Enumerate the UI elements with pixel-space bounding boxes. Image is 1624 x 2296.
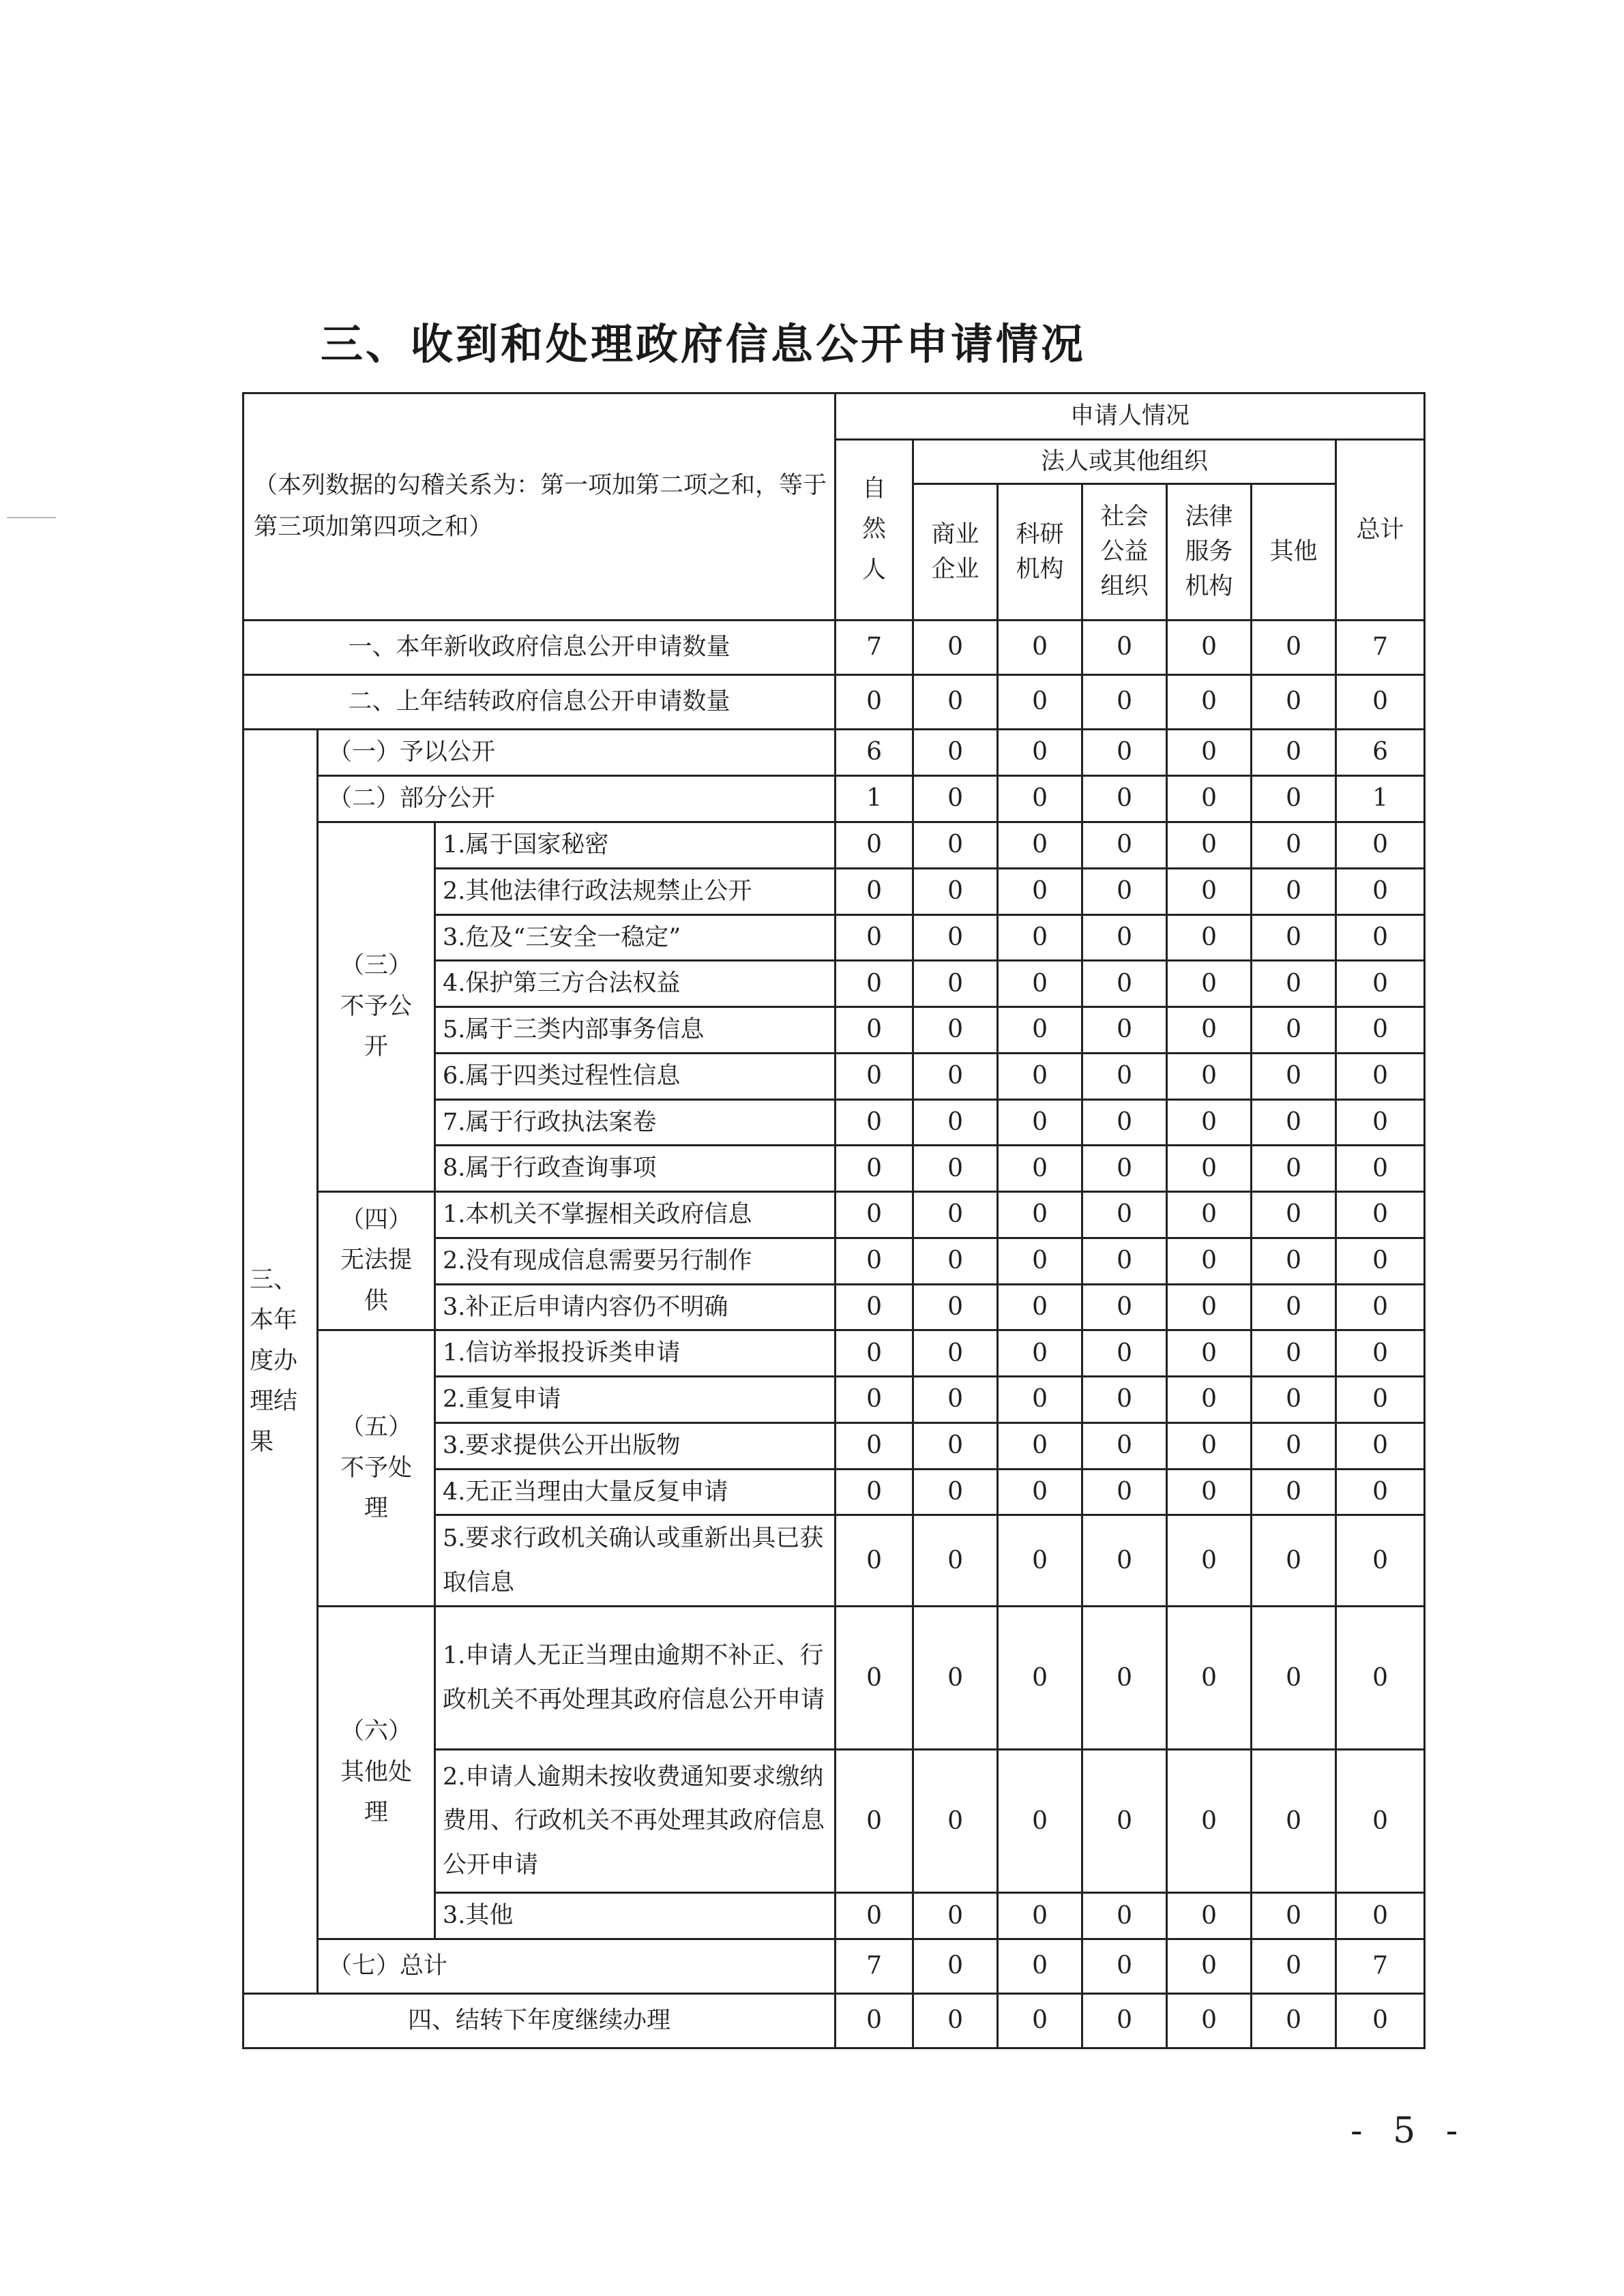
- group-label: （六）其他处理: [318, 1607, 435, 1939]
- value-cell: 0: [1252, 1994, 1336, 2048]
- value-cell: 0: [1336, 1893, 1425, 1939]
- value-cell: 0: [1252, 822, 1336, 869]
- item-label: 1.属于国家秘密: [435, 822, 836, 869]
- value-cell: 0: [1167, 776, 1252, 822]
- value-cell: 0: [1252, 1939, 1336, 1994]
- item-label: 2.其他法律行政法规禁止公开: [435, 868, 836, 914]
- value-cell: 0: [1252, 621, 1336, 675]
- value-cell: 0: [913, 776, 998, 822]
- value-cell: 0: [836, 1750, 913, 1893]
- value-cell: 0: [913, 1515, 998, 1607]
- row-label: 一、本年新收政府信息公开申请数量: [243, 621, 836, 675]
- value-cell: 0: [1336, 961, 1425, 1007]
- value-cell: 0: [998, 961, 1082, 1007]
- value-cell: 6: [836, 730, 913, 776]
- value-cell: 0: [1252, 1515, 1336, 1607]
- value-cell: 0: [1336, 1422, 1425, 1469]
- value-cell: 0: [1167, 1192, 1252, 1238]
- table-row: [243, 675, 1425, 730]
- value-cell: 0: [836, 1893, 913, 1939]
- header-commercial: 商业企业: [913, 484, 998, 621]
- row-label: （一）予以公开: [318, 730, 836, 776]
- value-cell: 0: [1082, 1330, 1167, 1377]
- table-row: [243, 1939, 1425, 1994]
- value-cell: 0: [1167, 1469, 1252, 1515]
- value-cell: 0: [913, 1893, 998, 1939]
- value-cell: 0: [913, 1099, 998, 1146]
- value-cell: 0: [998, 1469, 1082, 1515]
- value-cell: 0: [998, 730, 1082, 776]
- value-cell: 0: [1336, 1330, 1425, 1377]
- item-label: 3.补正后申请内容仍不明确: [435, 1284, 836, 1330]
- value-cell: 7: [1336, 621, 1425, 675]
- value-cell: 0: [998, 914, 1082, 961]
- value-cell: 0: [998, 822, 1082, 869]
- value-cell: 6: [1336, 730, 1425, 776]
- item-label: 5.属于三类内部事务信息: [435, 1007, 836, 1054]
- value-cell: 0: [1082, 1377, 1167, 1423]
- value-cell: 0: [998, 1007, 1082, 1054]
- table-row: [243, 1994, 1425, 2048]
- value-cell: 0: [1082, 1053, 1167, 1099]
- item-label: 4.保护第三方合法权益: [435, 961, 836, 1007]
- value-cell: 0: [1336, 822, 1425, 869]
- header-public-welfare: 社会公益组织: [1082, 484, 1167, 621]
- value-cell: 0: [1252, 1469, 1336, 1515]
- item-label: 2.没有现成信息需要另行制作: [435, 1238, 836, 1284]
- value-cell: 0: [913, 1053, 998, 1099]
- value-cell: 0: [1167, 1750, 1252, 1893]
- value-cell: 0: [1167, 1377, 1252, 1423]
- value-cell: 0: [1252, 1146, 1336, 1192]
- item-label: 3.其他: [435, 1893, 836, 1939]
- item-label: 3.要求提供公开出版物: [435, 1422, 836, 1469]
- value-cell: 0: [1082, 776, 1167, 822]
- value-cell: 0: [1167, 1330, 1252, 1377]
- value-cell: 0: [1336, 1750, 1425, 1893]
- value-cell: 0: [1082, 1607, 1167, 1750]
- value-cell: 0: [836, 1192, 913, 1238]
- value-cell: 0: [1336, 1607, 1425, 1750]
- value-cell: 0: [998, 1099, 1082, 1146]
- info-request-table: [242, 392, 1426, 2049]
- value-cell: 0: [998, 1330, 1082, 1377]
- header-research: 科研机构: [998, 484, 1082, 621]
- item-label: 4.无正当理由大量反复申请: [435, 1469, 836, 1515]
- table-row: [243, 822, 1425, 869]
- value-cell: 0: [836, 1515, 913, 1607]
- header-legal-service: 法律服务机构: [1167, 484, 1252, 621]
- value-cell: 0: [1167, 868, 1252, 914]
- item-label: 7.属于行政执法案卷: [435, 1099, 836, 1146]
- group-label: （五）不予处理: [318, 1330, 435, 1607]
- value-cell: 0: [1167, 961, 1252, 1007]
- value-cell: 0: [998, 1422, 1082, 1469]
- value-cell: 0: [836, 1007, 913, 1054]
- item-label: 1.信访举报投诉类申请: [435, 1330, 836, 1377]
- value-cell: 0: [1167, 1146, 1252, 1192]
- value-cell: 0: [1252, 1099, 1336, 1146]
- value-cell: 0: [836, 868, 913, 914]
- value-cell: 0: [913, 1238, 998, 1284]
- value-cell: 0: [998, 1192, 1082, 1238]
- value-cell: 0: [1082, 675, 1167, 730]
- value-cell: 0: [1167, 1893, 1252, 1939]
- value-cell: 0: [1167, 1994, 1252, 2048]
- value-cell: 0: [913, 1469, 998, 1515]
- value-cell: 0: [1167, 1238, 1252, 1284]
- section-title: 三、收到和处理政府信息公开申请情况: [321, 319, 1087, 369]
- header-legal-entity: 法人或其他组织: [913, 440, 1336, 484]
- value-cell: 0: [1336, 1469, 1425, 1515]
- value-cell: 0: [913, 1192, 998, 1238]
- item-label: 8.属于行政查询事项: [435, 1146, 836, 1192]
- value-cell: 1: [1336, 776, 1425, 822]
- value-cell: 0: [1252, 730, 1336, 776]
- value-cell: 0: [836, 1377, 913, 1423]
- header-other: 其他: [1252, 484, 1336, 621]
- value-cell: 0: [1167, 1515, 1252, 1607]
- value-cell: 0: [1167, 1422, 1252, 1469]
- value-cell: 7: [1336, 1939, 1425, 1994]
- value-cell: 0: [913, 1994, 998, 2048]
- value-cell: 0: [1167, 1284, 1252, 1330]
- section3-label: 三、本年度办理结果: [243, 730, 318, 1994]
- value-cell: 0: [998, 1994, 1082, 2048]
- value-cell: 0: [998, 675, 1082, 730]
- value-cell: 0: [1336, 1377, 1425, 1423]
- value-cell: 0: [998, 621, 1082, 675]
- value-cell: 0: [1252, 868, 1336, 914]
- page-number: - 5 -: [1350, 2111, 1468, 2151]
- value-cell: 0: [998, 1939, 1082, 1994]
- value-cell: 0: [1082, 730, 1167, 776]
- value-cell: 0: [1082, 1893, 1167, 1939]
- value-cell: 0: [1082, 822, 1167, 869]
- value-cell: 0: [1082, 1515, 1167, 1607]
- value-cell: 0: [836, 961, 913, 1007]
- value-cell: 0: [913, 1939, 998, 1994]
- value-cell: 0: [1252, 1192, 1336, 1238]
- value-cell: 0: [998, 868, 1082, 914]
- item-label: 6.属于四类过程性信息: [435, 1053, 836, 1099]
- value-cell: 0: [836, 1607, 913, 1750]
- value-cell: 0: [998, 1750, 1082, 1893]
- value-cell: 0: [1082, 1994, 1167, 2048]
- value-cell: 0: [998, 1146, 1082, 1192]
- value-cell: 0: [836, 1469, 913, 1515]
- table-row: [243, 1330, 1425, 1377]
- value-cell: 0: [836, 675, 913, 730]
- value-cell: 0: [836, 822, 913, 869]
- table-row: [243, 621, 1425, 675]
- value-cell: 7: [836, 621, 913, 675]
- row-label: （二）部分公开: [318, 776, 836, 822]
- row-label: 二、上年结转政府信息公开申请数量: [243, 675, 836, 730]
- value-cell: 0: [836, 1284, 913, 1330]
- value-cell: 0: [1167, 1607, 1252, 1750]
- header-total: 总计: [1336, 440, 1425, 621]
- value-cell: 0: [1082, 1469, 1167, 1515]
- value-cell: 0: [1082, 1422, 1167, 1469]
- value-cell: 0: [1082, 1284, 1167, 1330]
- row-label: 四、结转下年度继续办理: [243, 1994, 836, 2048]
- value-cell: 0: [1252, 1750, 1336, 1893]
- value-cell: 0: [836, 1238, 913, 1284]
- value-cell: 0: [836, 1053, 913, 1099]
- item-label: 3.危及“三安全一稳定”: [435, 914, 836, 961]
- item-label: 2.重复申请: [435, 1377, 836, 1423]
- group-label: （四）无法提供: [318, 1192, 435, 1330]
- value-cell: 0: [1336, 675, 1425, 730]
- value-cell: 0: [836, 1099, 913, 1146]
- value-cell: 0: [913, 1750, 998, 1893]
- table-row: [243, 1192, 1425, 1238]
- value-cell: 0: [998, 1053, 1082, 1099]
- value-cell: 0: [1336, 914, 1425, 961]
- value-cell: 0: [1167, 1099, 1252, 1146]
- value-cell: 0: [1252, 675, 1336, 730]
- header-note: （本列数据的勾稽关系为：第一项加第二项之和，等于第三项加第四项之和）: [243, 393, 836, 621]
- value-cell: 0: [1336, 1053, 1425, 1099]
- value-cell: 0: [998, 1607, 1082, 1750]
- value-cell: 0: [1167, 675, 1252, 730]
- value-cell: 0: [836, 1146, 913, 1192]
- value-cell: 0: [1252, 914, 1336, 961]
- value-cell: 0: [913, 961, 998, 1007]
- item-label: 5.要求行政机关确认或重新出具已获取信息: [435, 1515, 836, 1607]
- value-cell: 0: [913, 822, 998, 869]
- value-cell: 0: [1336, 1007, 1425, 1054]
- value-cell: 0: [836, 1422, 913, 1469]
- value-cell: 0: [836, 1994, 913, 2048]
- value-cell: 0: [998, 1515, 1082, 1607]
- value-cell: 0: [836, 914, 913, 961]
- value-cell: 0: [1336, 1099, 1425, 1146]
- group-label: （三）不予公开: [318, 822, 435, 1192]
- value-cell: 0: [1252, 961, 1336, 1007]
- value-cell: 0: [1336, 1146, 1425, 1192]
- value-cell: 0: [1252, 1607, 1336, 1750]
- table-row: [243, 776, 1425, 822]
- value-cell: 0: [1082, 868, 1167, 914]
- value-cell: 0: [1336, 1238, 1425, 1284]
- value-cell: 0: [913, 621, 998, 675]
- value-cell: 0: [1252, 1238, 1336, 1284]
- value-cell: 0: [1082, 1939, 1167, 1994]
- value-cell: 0: [1252, 1053, 1336, 1099]
- item-label: 2.申请人逾期未按收费通知要求缴纳费用、行政机关不再处理其政府信息公开申请: [435, 1750, 836, 1893]
- item-label: 1.本机关不掌握相关政府信息: [435, 1192, 836, 1238]
- value-cell: 0: [1167, 914, 1252, 961]
- value-cell: 0: [1167, 822, 1252, 869]
- value-cell: 0: [998, 1238, 1082, 1284]
- value-cell: 0: [913, 675, 998, 730]
- value-cell: 0: [1252, 776, 1336, 822]
- value-cell: 0: [1082, 961, 1167, 1007]
- value-cell: 0: [913, 914, 998, 961]
- value-cell: 7: [836, 1939, 913, 1994]
- value-cell: 0: [1082, 1192, 1167, 1238]
- value-cell: 0: [1082, 621, 1167, 675]
- header-applicant: 申请人情况: [836, 393, 1425, 440]
- table-row: [243, 1607, 1425, 1750]
- value-cell: 0: [913, 868, 998, 914]
- header-natural-person: 自然人: [836, 440, 913, 621]
- value-cell: 0: [1336, 1994, 1425, 2048]
- value-cell: 0: [836, 1330, 913, 1377]
- value-cell: 0: [913, 730, 998, 776]
- value-cell: 0: [1082, 1099, 1167, 1146]
- value-cell: 0: [1252, 1422, 1336, 1469]
- value-cell: 0: [913, 1607, 998, 1750]
- value-cell: 0: [1252, 1284, 1336, 1330]
- value-cell: 0: [1167, 1007, 1252, 1054]
- value-cell: 0: [1082, 1238, 1167, 1284]
- value-cell: 0: [1252, 1007, 1336, 1054]
- value-cell: 0: [1336, 1284, 1425, 1330]
- value-cell: 0: [1252, 1330, 1336, 1377]
- row-label: （七）总计: [318, 1939, 836, 1994]
- value-cell: 0: [1167, 1053, 1252, 1099]
- value-cell: 0: [1252, 1893, 1336, 1939]
- value-cell: 0: [1082, 1007, 1167, 1054]
- item-label: 1.申请人无正当理由逾期不补正、行政机关不再处理其政府信息公开申请: [435, 1607, 836, 1750]
- value-cell: 0: [1082, 1750, 1167, 1893]
- value-cell: 0: [1082, 914, 1167, 961]
- value-cell: 0: [1252, 1377, 1336, 1423]
- value-cell: 0: [913, 1284, 998, 1330]
- value-cell: 0: [998, 1893, 1082, 1939]
- margin-mark: [7, 517, 56, 518]
- value-cell: 0: [913, 1377, 998, 1423]
- value-cell: 0: [1167, 1939, 1252, 1994]
- value-cell: 0: [1167, 730, 1252, 776]
- value-cell: 0: [998, 1377, 1082, 1423]
- value-cell: 0: [1082, 1146, 1167, 1192]
- value-cell: 0: [998, 776, 1082, 822]
- value-cell: 0: [913, 1422, 998, 1469]
- value-cell: 1: [836, 776, 913, 822]
- value-cell: 0: [913, 1007, 998, 1054]
- value-cell: 0: [1336, 1192, 1425, 1238]
- value-cell: 0: [913, 1330, 998, 1377]
- value-cell: 0: [998, 1284, 1082, 1330]
- value-cell: 0: [913, 1146, 998, 1192]
- value-cell: 0: [1336, 868, 1425, 914]
- value-cell: 0: [1167, 621, 1252, 675]
- table-row: [243, 730, 1425, 776]
- value-cell: 0: [1336, 1515, 1425, 1607]
